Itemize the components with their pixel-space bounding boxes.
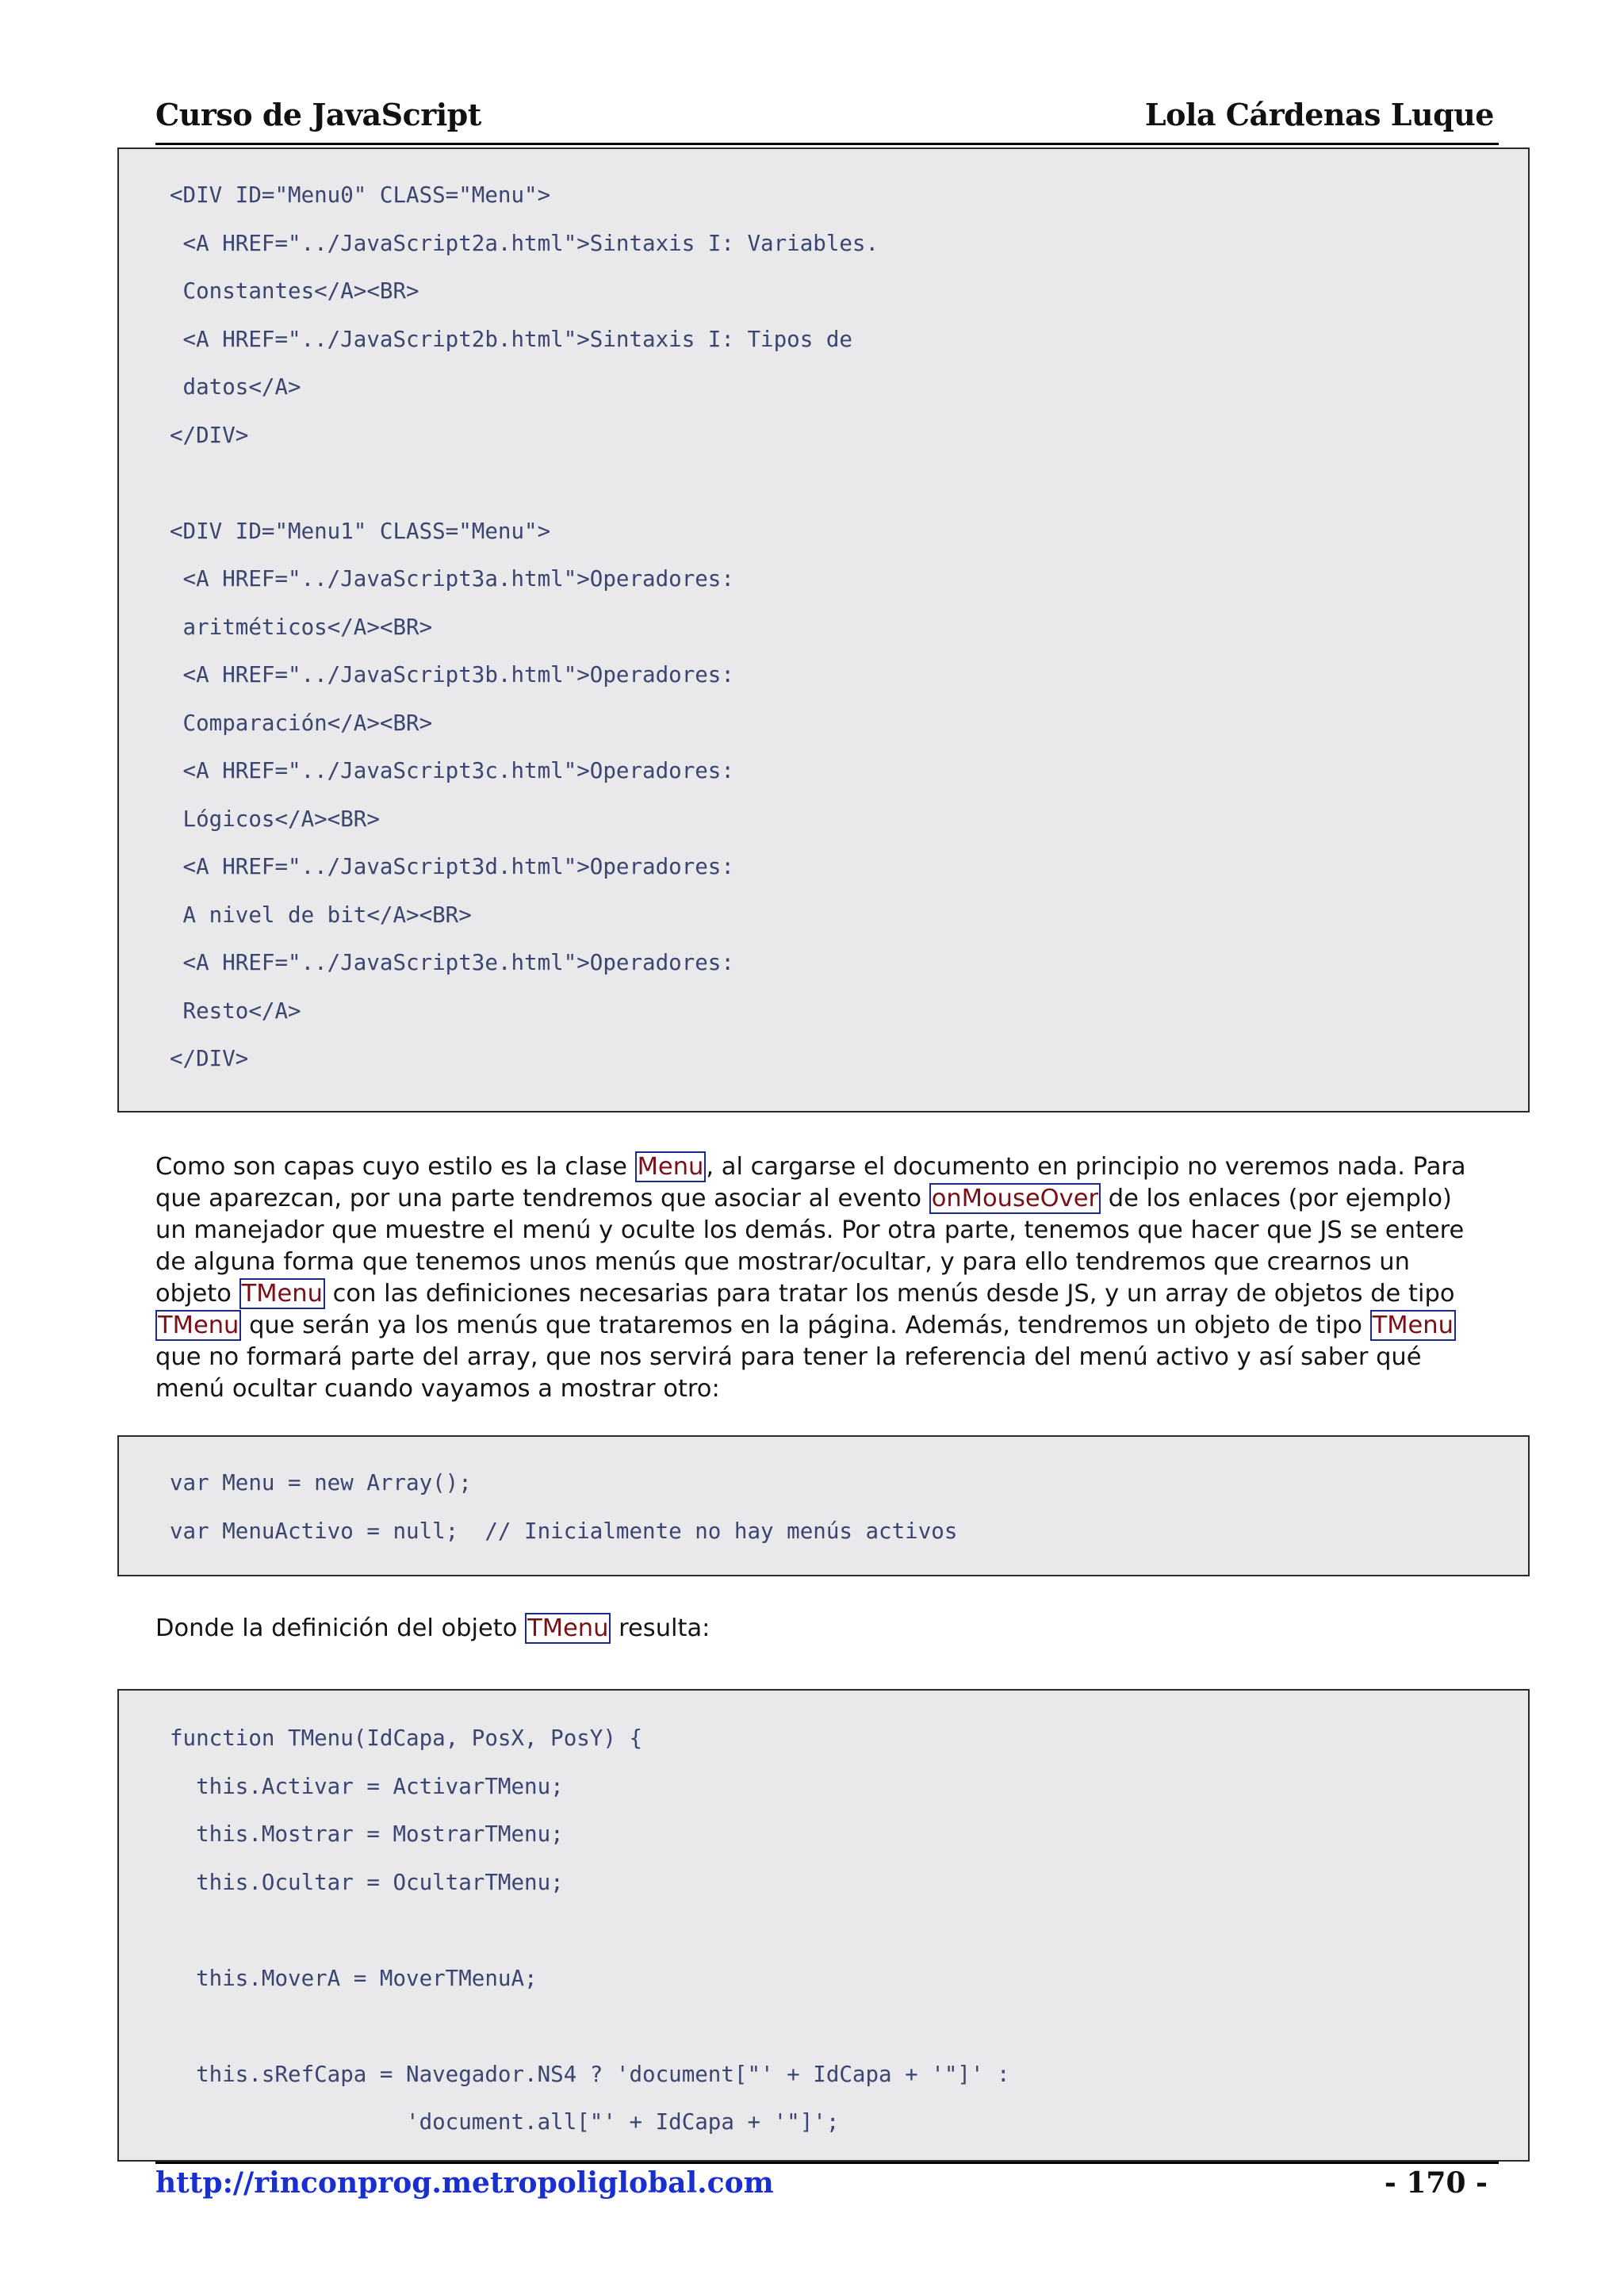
- code-line: aritméticos</A><BR>: [170, 614, 433, 640]
- code-block-menu-vars: [117, 1435, 1530, 1576]
- code-line: </DIV>: [170, 422, 249, 448]
- footer-rule: [155, 2162, 1499, 2164]
- code-line: <A HREF="../JavaScript3e.html">Operadores:: [170, 950, 734, 975]
- code-line: <A HREF="../JavaScript3b.html">Operadores:: [170, 662, 734, 687]
- keyword-link-tmenu[interactable]: TMenu: [1370, 1310, 1456, 1341]
- keyword-link-tmenu[interactable]: TMenu: [155, 1310, 241, 1341]
- paragraph-menus-explanation: [155, 1151, 1503, 1405]
- code-line: var Menu = new Array();: [170, 1470, 472, 1496]
- text-line: de alguna forma que tenemos unos menús que mostrar/ocultar, y para ello tendremos que crearnos un: [155, 1248, 1410, 1276]
- code-line: var MenuActivo = null; // Inicialmente no hay menús activos: [170, 1518, 958, 1544]
- code-line: <DIV ID="Menu1" CLASS="Menu">: [170, 518, 551, 544]
- text-run: resulta:: [611, 1614, 710, 1642]
- keyword-link-tmenu[interactable]: TMenu: [239, 1278, 325, 1309]
- text-line: menú ocultar cuando vayamos a mostrar otro:: [155, 1375, 720, 1403]
- header-rule: [155, 143, 1499, 145]
- code-line: <A HREF="../JavaScript2a.html">Sintaxis I: Variables.: [170, 230, 879, 256]
- text-line: que no formará parte del array, que nos servirá para tener la referencia del menú activo y así saber qué: [155, 1343, 1422, 1371]
- code-line: this.MoverA = MoverTMenuA;: [170, 1965, 538, 1991]
- text-run: , al cargarse el documento en principio no veremos nada. Para: [706, 1153, 1466, 1181]
- code-listing: [170, 1459, 957, 1555]
- code-line: function TMenu(IdCapa, PosX, PosY) {: [170, 1725, 643, 1751]
- text-run: Donde la definición del objeto: [155, 1614, 526, 1642]
- code-line: 'document.all["' + IdCapa + '"]';: [170, 2109, 840, 2135]
- code-block-tmenu-function: [117, 1689, 1530, 2162]
- code-listing: [170, 1714, 1010, 2147]
- text-run: que aparezcan, por una parte tendremos que asociar al evento: [155, 1185, 929, 1212]
- keyword-link-tmenu[interactable]: TMenu: [525, 1613, 611, 1644]
- keyword-link-onmouseover[interactable]: onMouseOver: [929, 1183, 1101, 1214]
- code-line: [170, 1906, 1010, 1955]
- code-line: <A HREF="../JavaScript3c.html">Operadores:: [170, 758, 734, 783]
- text-run: Como son capas cuyo estilo es la clase: [155, 1153, 635, 1181]
- code-line: </DIV>: [170, 1046, 249, 1071]
- code-line: <A HREF="../JavaScript3a.html">Operadores:: [170, 566, 734, 592]
- text-run: que serán ya los menús que trataremos en la página. Además, tendremos un objeto de tipo: [241, 1312, 1370, 1339]
- code-listing: [170, 171, 879, 1083]
- text-line: un manejador que muestre el menú y oculte los demás. Por otra parte, tenemos que hacer que JS se entere: [155, 1216, 1465, 1244]
- paragraph-tmenu-definition: [155, 1613, 1503, 1645]
- code-line: [170, 459, 879, 507]
- code-line: <A HREF="../JavaScript3d.html">Operadores:: [170, 854, 734, 879]
- text-run: de los enlaces (por ejemplo): [1101, 1185, 1452, 1212]
- code-line: Comparación</A><BR>: [170, 710, 433, 736]
- code-line: this.Mostrar = MostrarTMenu;: [170, 1821, 564, 1847]
- footer-site-link[interactable]: http://rinconprog.metropoliglobal.com: [155, 2166, 774, 2200]
- code-line: <DIV ID="Menu0" CLASS="Menu">: [170, 182, 551, 208]
- header-course-title: Curso de JavaScript: [155, 97, 481, 132]
- header-author: Lola Cárdenas Luque: [1144, 97, 1494, 132]
- code-line: this.Ocultar = OcultarTMenu;: [170, 1869, 564, 1895]
- text-run: con las definiciones necesarias para tratar los menús desde JS, y un array de objetos de tipo: [324, 1280, 1455, 1308]
- code-line: datos</A>: [170, 374, 301, 400]
- code-block-html-menus: [117, 147, 1530, 1113]
- code-line: A nivel de bit</A><BR>: [170, 902, 472, 928]
- text-run: objeto: [155, 1280, 239, 1308]
- code-line: this.Activar = ActivarTMenu;: [170, 1773, 564, 1799]
- code-line: Resto</A>: [170, 998, 301, 1024]
- code-line: Constantes</A><BR>: [170, 278, 419, 304]
- code-line: this.sRefCapa = Navegador.NS4 ? 'document["' + IdCapa + '"]' :: [170, 2061, 1010, 2087]
- code-line: [170, 2002, 1010, 2051]
- footer-page-number: - 170 -: [1384, 2166, 1488, 2200]
- keyword-link-menu[interactable]: Menu: [635, 1151, 707, 1182]
- code-line: Lógicos</A><BR>: [170, 806, 380, 832]
- code-line: <A HREF="../JavaScript2b.html">Sintaxis I: Tipos de: [170, 326, 852, 352]
